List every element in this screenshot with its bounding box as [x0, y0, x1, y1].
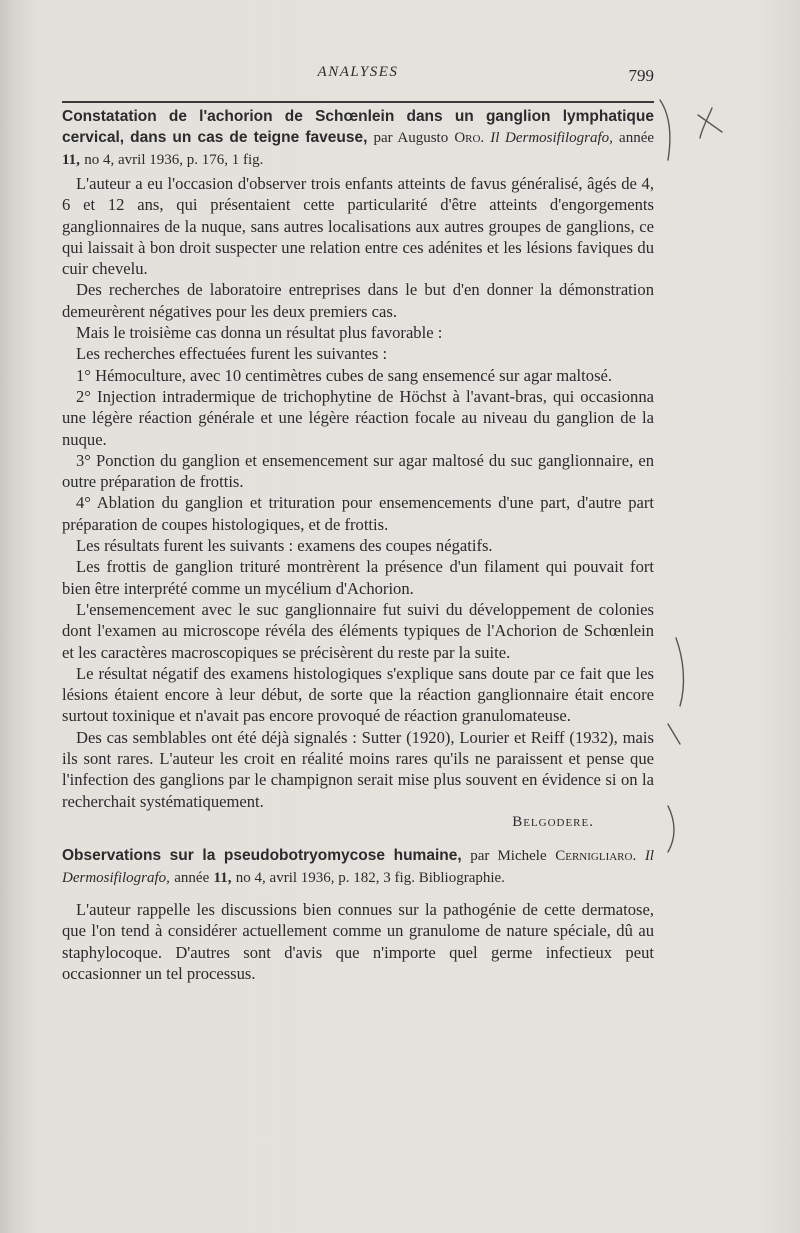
pencil-x-mark — [698, 108, 722, 138]
header-rule — [62, 101, 654, 103]
article-1-title: Constatation de l'achorion de Schœnlein dans un ganglion lymphatique cervical, dans un cas de teigne faveuse, — [62, 108, 654, 146]
pencil-bracket-mark — [660, 100, 670, 160]
article-2-author-prefix: par Michele — [470, 847, 547, 864]
paragraph: Les recherches effectuées furent les suivantes : — [76, 344, 388, 364]
article-2-author: Cernigliaro. — [555, 847, 637, 864]
paragraph: 2° Injection intradermique de trichophytine de Höchst à l'avant-bras, qui occasionna une légère réaction générale et une légère réaction focale au niveau du ganglion de la nuque. — [62, 386, 654, 449]
article-1-heading — [62, 106, 654, 171]
article-2-ref-volume: 11, — [213, 869, 232, 886]
running-title: ANALYSES — [317, 64, 399, 80]
paragraph: 3° Ponction du ganglion et ensemencement sur agar maltosé du suc ganglionnaire, en outre préparation de frottis. — [62, 450, 654, 492]
page-number: 799 — [628, 66, 654, 85]
pencil-stroke-mark — [668, 724, 680, 744]
article-1-ref-year: année — [619, 130, 655, 146]
article-1-journal: Il Dermosifilografo, — [490, 130, 613, 146]
paragraph: 4° Ablation du ganglion et trituration pour ensemencements d'une part, d'autre part préparation de coupes histologiques, et de frottis. — [62, 493, 654, 534]
pencil-bracket-mark — [668, 806, 674, 852]
paragraph: Les frottis de ganglion trituré montrèrent la présence d'un filament qui pouvait fort bien être interprété comme un mycélium d'Achorion. — [62, 557, 654, 598]
page-header — [62, 64, 654, 86]
paragraph: Mais le troisième cas donna un résultat plus favorable : — [76, 323, 443, 343]
article-1-ref-rest: no 4, avril 1936, p. 176, 1 fig. — [84, 152, 264, 168]
pencil-bracket-mark — [676, 638, 683, 706]
paragraph: L'auteur rappelle les discussions bien connues sur la pathogénie de cette dermatose, que l'on tend à considérer actuellement comme un granulome de nature spéciale, dû au staphylocoque. D'autres sont d'avis que n'importe quel germe infectieux peut occasionner un tel processus. — [62, 899, 654, 983]
article-2-ref-rest: no 4, avril 1936, p. 182, 3 fig. Bibliographie. — [235, 869, 505, 886]
paragraph: L'ensemencement avec le suc ganglionnaire fut suivi du développement de colonies dont l'examen au microscope révéla des éléments typiques de l'Achorion de Schœnlein et les caractères macroscopiques se précisèrent du reste par la suite. — [62, 599, 654, 662]
paragraph: Le résultat négatif des examens histologiques s'explique sans doute par ce fait que les lésions étaient encore à leur début, de sorte que la réaction ganglionnaire était encore surtout toxinique et n'avait pas encore provoqué de réaction granulomateuse. — [62, 663, 654, 726]
paragraph: Des recherches de laboratoire entreprises dans le but d'en donner la démonstration demeurèrent négatives pour les deux premiers cas. — [62, 280, 654, 321]
paragraph: Les résultats furent les suivants : examens des coupes négatifs. — [76, 536, 493, 556]
paragraph: 1° Hémoculture, avec 10 centimètres cubes de sang ensemencé sur agar maltosé. — [76, 365, 613, 385]
text-column — [62, 106, 654, 984]
reviewer-signature: Belgodere. — [512, 813, 594, 830]
article-1-ref-volume: 11, — [62, 152, 80, 168]
article-2-title: Observations sur la pseudobotryomycose humaine, — [62, 846, 462, 864]
article-2-ref-year: année — [174, 869, 210, 886]
article-2-journal: Il Dermosifilografo, — [62, 847, 654, 886]
article-1-author-prefix: par Augusto — [373, 130, 449, 146]
paragraph: L'auteur a eu l'occasion d'observer trois enfants atteints de favus généralisé, âgés de 4, 6 et 12 ans, qui présentaient cette particularité d'être atteints d'engorgements ganglionnaires de la nuque, sans autres localisations aux autres groupes de ganglions, ce qui laissait à bon droit suspecter une relation entre ces adénites et les lésions faviques du cuir chevelu. — [62, 174, 654, 279]
article-1-author: Oro. — [454, 130, 485, 146]
paragraph: Des cas semblables ont été déjà signalés : Sutter (1920), Lourier et Reiff (1932), mais ils sont rares. L'auteur les croit en réalité moins rares qu'ils ne paraissent et pense que l'infection des ganglions par le champignon serait mise plus souvent en évidence si on la recherchait systématiquement. — [62, 727, 654, 811]
article-2-heading — [62, 845, 654, 889]
